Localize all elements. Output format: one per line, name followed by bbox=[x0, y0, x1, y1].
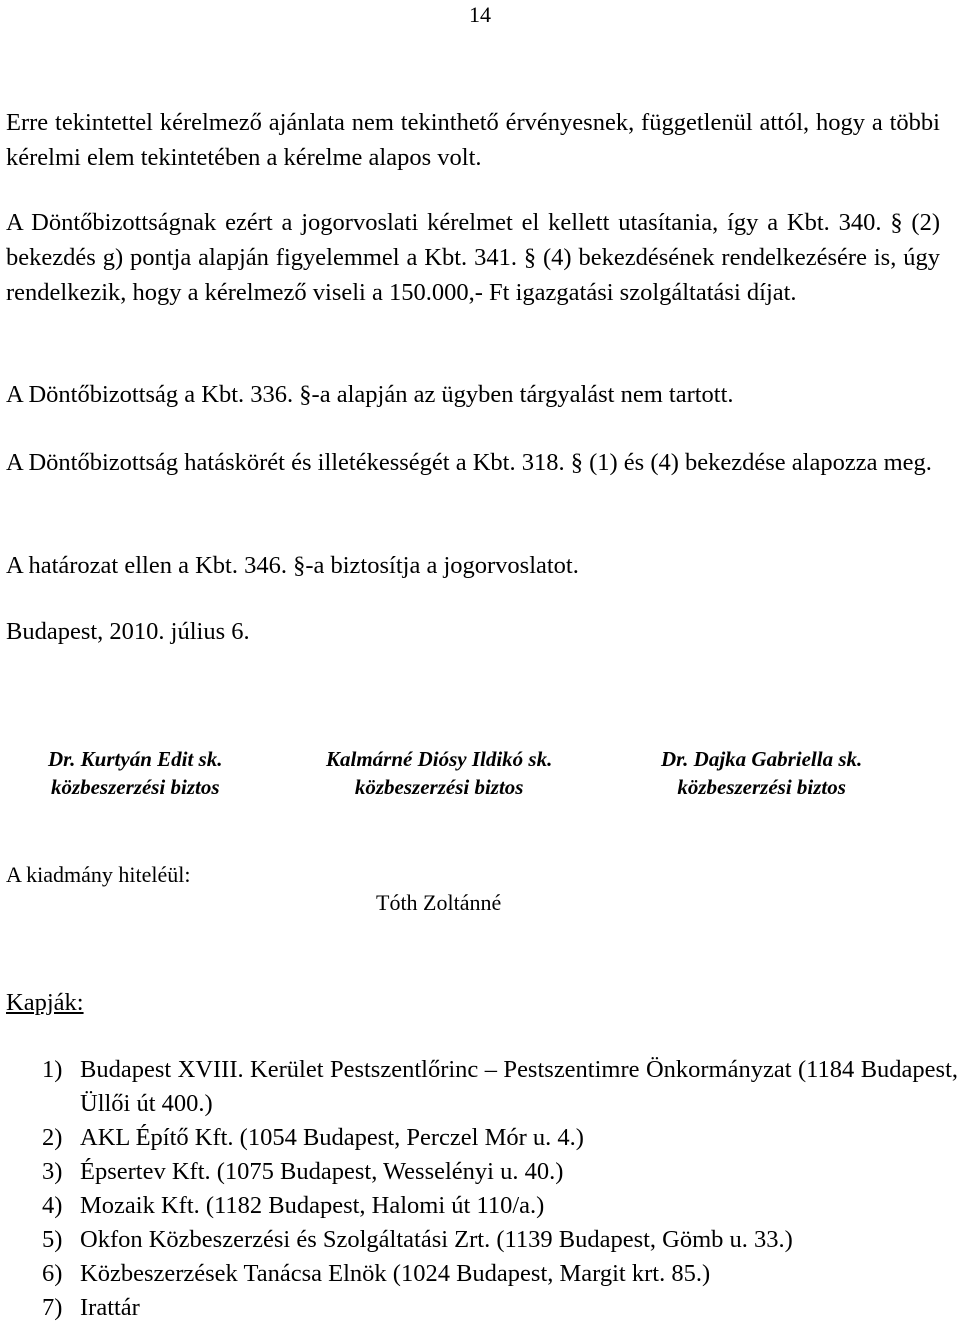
certification-label: A kiadmány hiteléül: bbox=[6, 862, 191, 887]
signature-3-role: közbeszerzési biztos bbox=[677, 775, 846, 799]
list-item bbox=[42, 1189, 958, 1223]
paragraph-place-date: Budapest, 2010. július 6. bbox=[6, 618, 250, 645]
signature-3 bbox=[661, 745, 862, 801]
paragraph-invalid-offer: Erre tekintettel kérelmező ajánlata nem tekinthető érvényesnek, függetlenül attól, hogy a többi kérelmi elem tekintetében a kérelme alapos volt. bbox=[6, 109, 940, 171]
signature-1 bbox=[48, 745, 222, 801]
list-item-number: 4) bbox=[42, 1192, 63, 1219]
list-item-number: 7) bbox=[42, 1294, 63, 1321]
signature-2-role: közbeszerzési biztos bbox=[354, 775, 524, 799]
signature-3-name: Dr. Dajka Gabriella sk. bbox=[661, 747, 863, 771]
paragraph-rejection-decision: A Döntőbizottságnak ezért a jogorvoslati kérelmet el kellett utasítania, így a Kbt. 340. § (2) bekezdés g) pontja alapján figyelemmel a Kbt. 341. § (4) bekezdésének rendelkezésére is, úgy rendelkezik, hogy a kérelmező viseli a 150.000,- Ft igazgatási szolgáltatási díjat. bbox=[6, 209, 940, 306]
page-number: 14 bbox=[469, 2, 491, 27]
list-item-text: Irattár bbox=[80, 1294, 140, 1321]
signature-block bbox=[0, 745, 960, 805]
recipients-list bbox=[42, 1053, 958, 1325]
paragraph-no-hearing: A Döntőbizottság a Kbt. 336. §-a alapján az ügyben tárgyalást nem tartott. bbox=[6, 381, 734, 408]
list-item-text: Mozaik Kft. (1182 Budapest, Halomi út 110/a.) bbox=[80, 1192, 545, 1219]
list-item bbox=[42, 1121, 958, 1155]
paragraph-jurisdiction: A Döntőbizottság hatáskörét és illetékességét a Kbt. 318. § (1) és (4) bekezdése alapozza meg. bbox=[6, 449, 932, 476]
list-item bbox=[42, 1053, 958, 1121]
list-item-text: AKL Építő Kft. (1054 Budapest, Perczel Mór u. 4.) bbox=[80, 1124, 584, 1151]
list-item-text: Okfon Közbeszerzési és Szolgáltatási Zrt. (1139 Budapest, Gömb u. 33.) bbox=[80, 1226, 793, 1253]
list-item-text: Közbeszerzések Tanácsa Elnök (1024 Budapest, Margit krt. 85.) bbox=[80, 1260, 711, 1287]
paragraph-legal-remedy: A határozat ellen a Kbt. 346. §-a biztosítja a jogorvoslatot. bbox=[6, 552, 579, 579]
recipients-heading: Kapják: bbox=[6, 989, 84, 1016]
list-item bbox=[42, 1155, 958, 1189]
list-item-number: 6) bbox=[42, 1260, 63, 1287]
list-item-text: Épsertev Kft. (1075 Budapest, Wesselényi u. 40.) bbox=[80, 1158, 564, 1185]
signature-1-name: Dr. Kurtyán Edit sk. bbox=[48, 747, 223, 771]
list-item-number: 2) bbox=[42, 1124, 63, 1151]
list-item bbox=[42, 1291, 958, 1325]
certification-name: Tóth Zoltánné bbox=[376, 890, 502, 915]
list-item bbox=[42, 1223, 958, 1257]
list-item bbox=[42, 1257, 958, 1291]
signature-2 bbox=[326, 745, 552, 801]
signature-2-name: Kalmárné Diósy Ildikó sk. bbox=[326, 747, 553, 771]
signature-1-role: közbeszerzési biztos bbox=[50, 775, 220, 799]
list-item-number: 5) bbox=[42, 1226, 63, 1253]
list-item-number: 1) bbox=[42, 1056, 63, 1083]
list-item-text: Budapest XVIII. Kerület Pestszentlőrinc – Pestszentimre Önkormányzat (1184 Budapest, Üllői út 400.) bbox=[80, 1056, 958, 1117]
list-item-number: 3) bbox=[42, 1158, 63, 1185]
